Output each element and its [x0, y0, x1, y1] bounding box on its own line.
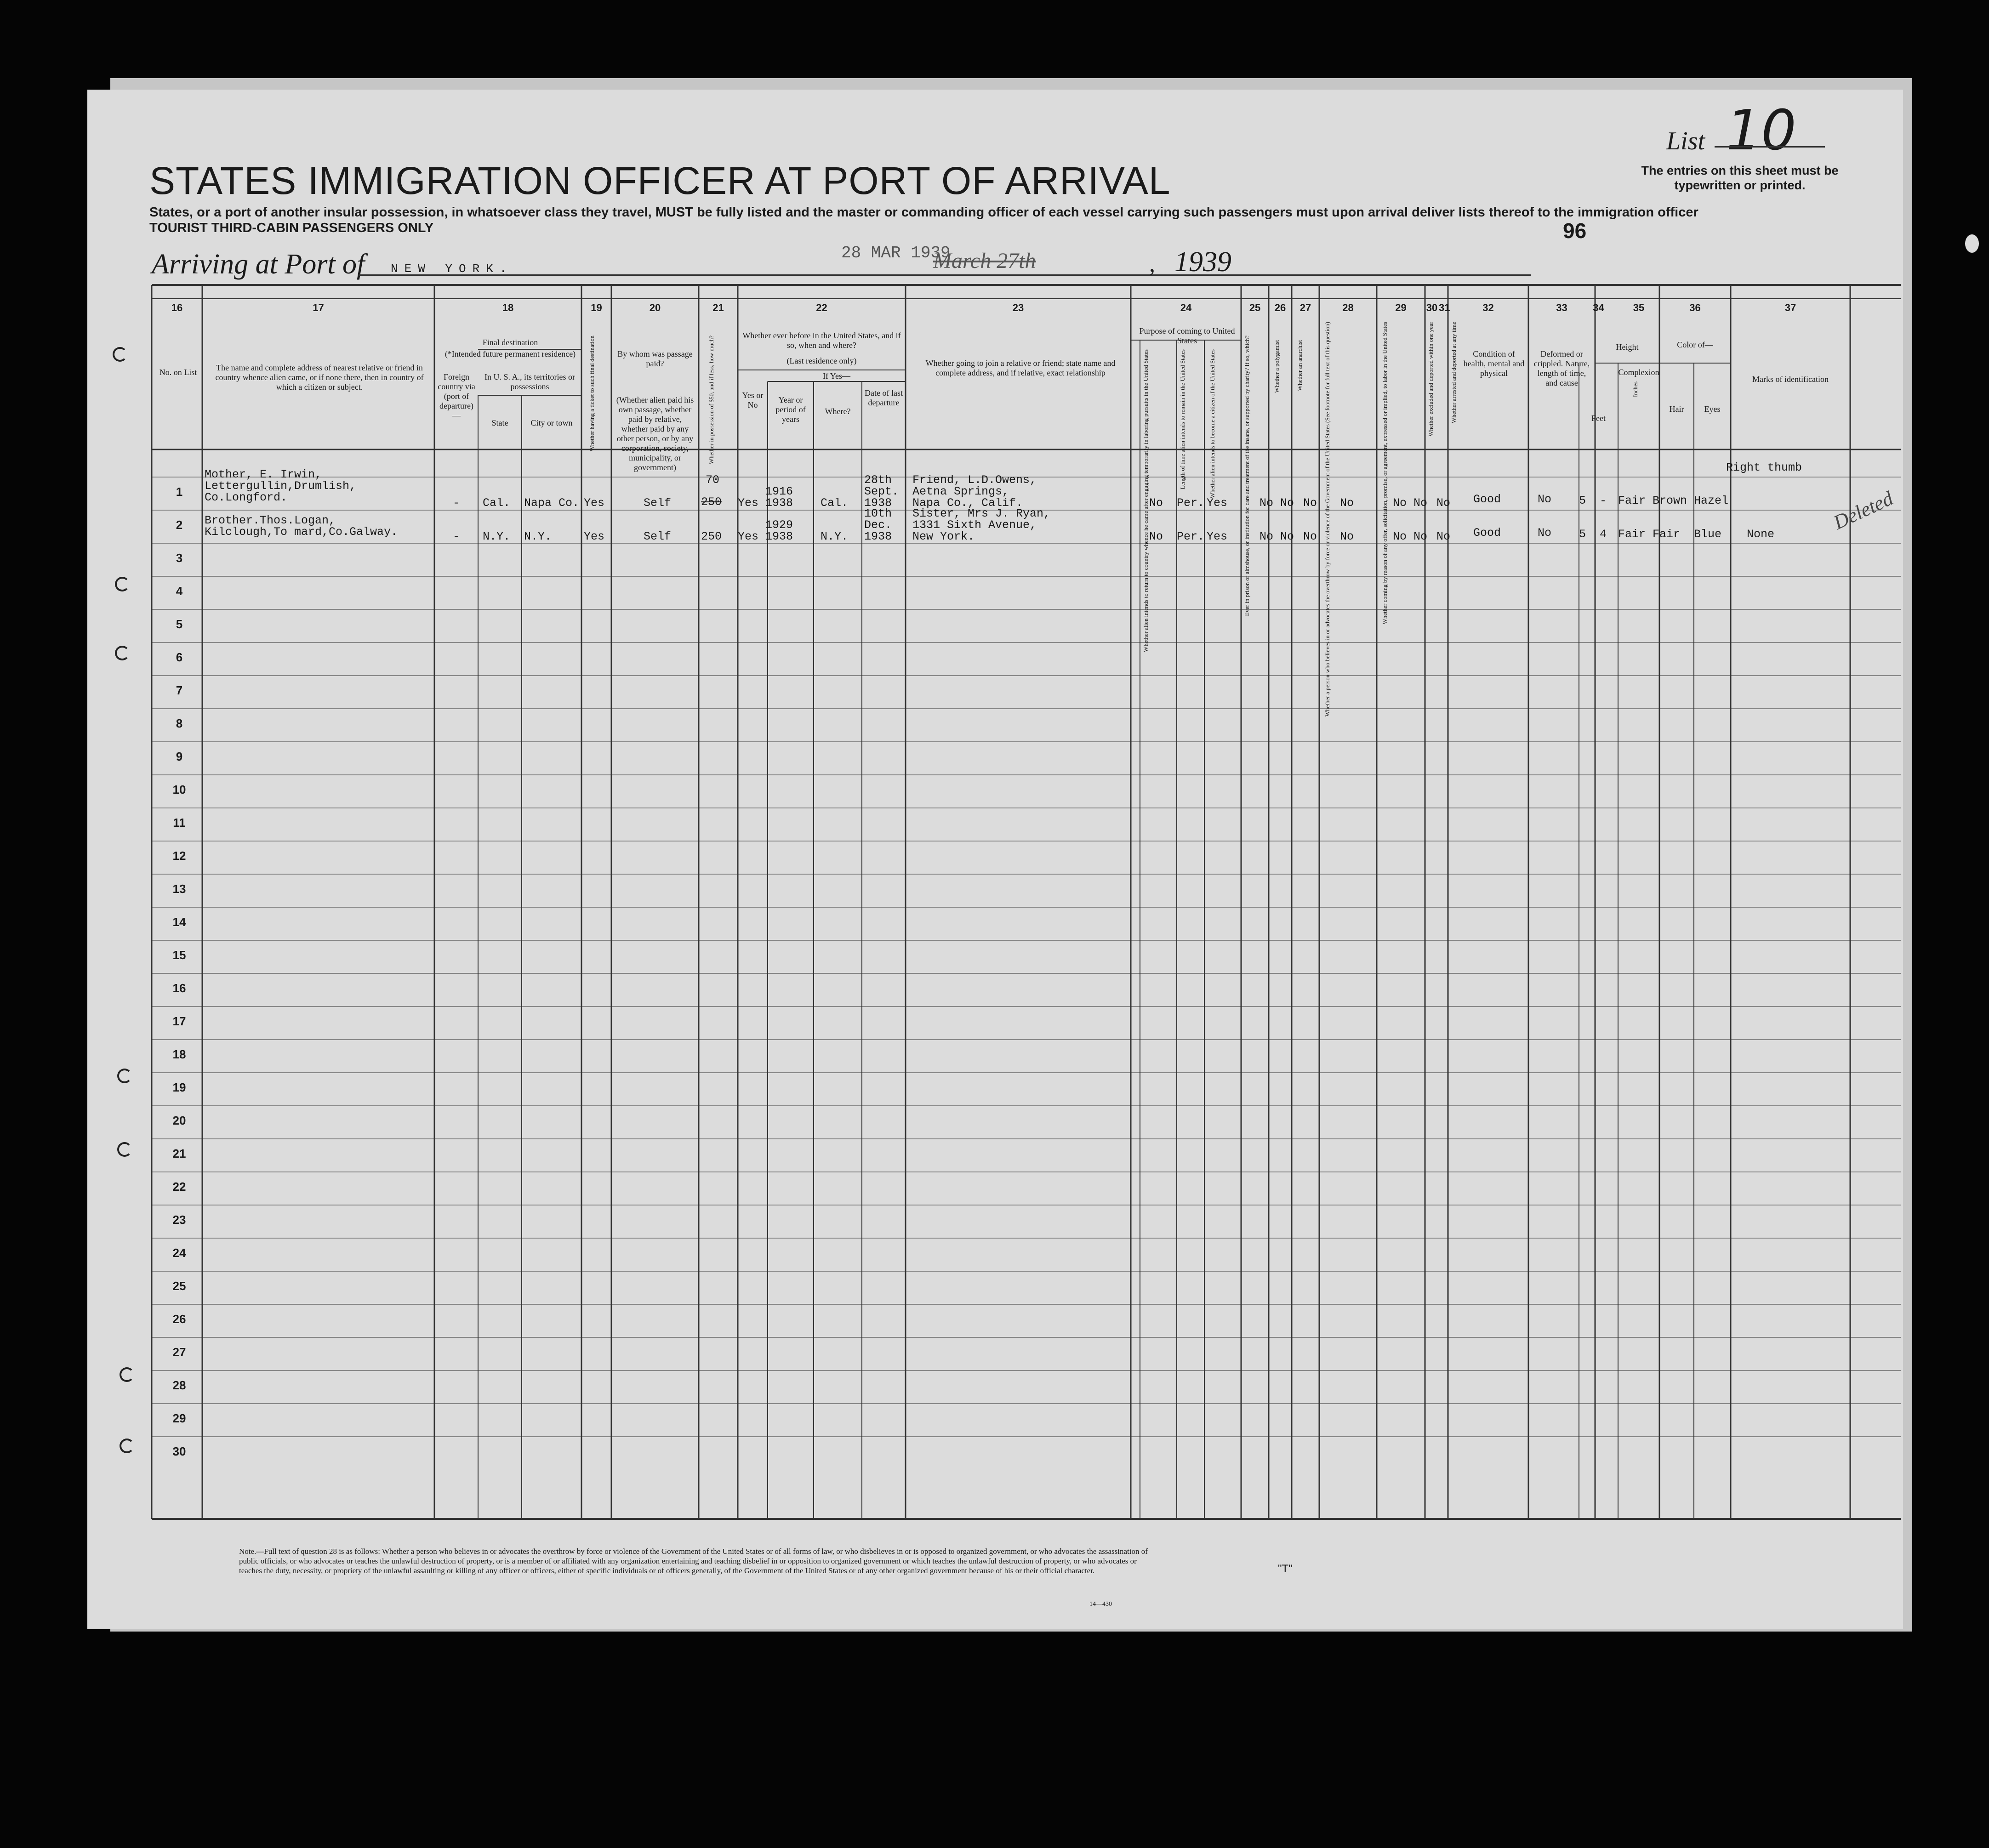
relative-address-line: Mother, E. Irwin, [205, 468, 322, 481]
row-number: 23 [172, 1213, 186, 1227]
eye-color: Hazel [1694, 494, 1729, 507]
visit-year: 1916 [765, 485, 793, 498]
margin-annotation: Deleted [1830, 487, 1897, 534]
col-header-20-sub: (Whether alien paid his own passage, whether paid by relative, whether paid by any other person, or by any corporation, society, municipality, or government) [616, 395, 694, 472]
row-number: 29 [172, 1411, 186, 1425]
punch-hole [115, 646, 130, 660]
col-header-22: Whether ever before in the United States, and if so, when and where? [742, 331, 901, 350]
row-number: 27 [172, 1345, 186, 1359]
col-header-31: Whether arrested and deported at any time [1450, 322, 1457, 423]
passage-paid-by: Self [644, 530, 672, 543]
polygamist: No [1280, 530, 1294, 543]
row-number: 2 [176, 518, 183, 532]
column-number-32: 32 [1482, 302, 1494, 313]
anarchist: No [1303, 496, 1317, 510]
row-number: 13 [172, 882, 186, 896]
row-number: 10 [172, 783, 186, 796]
date-stamp: 28 MAR 1939 [841, 244, 951, 262]
last-departure: Sept. [864, 485, 899, 498]
column-number-26: 26 [1274, 302, 1286, 313]
col-header-34: Height [1616, 342, 1639, 352]
col-header-24: Purpose of coming to United States [1139, 326, 1235, 345]
height-inches: 4 [1600, 528, 1607, 541]
column-number-37: 37 [1784, 302, 1796, 313]
row-number: 4 [176, 584, 183, 598]
column-number-31: 31 [1439, 302, 1450, 313]
col-header-21: Whether in possession of $50, and if less, how much? [708, 335, 715, 464]
visit-year: 1938 [765, 496, 793, 510]
col-header-36-eyes: Eyes [1704, 404, 1721, 414]
arrival-year: 1939 [1174, 246, 1231, 278]
foreign-country: - [453, 530, 460, 543]
question-30: No [1413, 496, 1428, 510]
question-29: No [1393, 496, 1407, 510]
identification-marks: Right thumb [1726, 461, 1802, 474]
column-number-20: 20 [649, 302, 661, 313]
row-number: 24 [172, 1246, 186, 1260]
joining-relative-line: 1331 Sixth Avenue, [912, 518, 1037, 532]
ever-in-us: Yes [738, 530, 759, 543]
hair-color: Fair [1653, 528, 1681, 541]
column-number-36: 36 [1689, 302, 1701, 313]
col-header-18-city: City or town [530, 418, 573, 427]
col-header-30: Whether excluded and deported within one year [1427, 322, 1434, 437]
joining-relative-line: Napa Co., Calif. [912, 496, 1023, 510]
column-number-16: 16 [171, 302, 183, 313]
column-number-18: 18 [502, 302, 514, 313]
col-header-23: Whether going to join a relative or friend; state name and complete address, and if relative, exact relationship [925, 358, 1116, 377]
row-number: 9 [176, 750, 183, 763]
subtitle-line-2: TOURIST THIRD-CABIN PASSENGERS ONLY [149, 221, 434, 235]
col-header-18-state: State [491, 418, 508, 427]
relative-address-line: Brother.Thos.Logan, [205, 514, 336, 527]
money-in-possession: 250 [701, 530, 722, 543]
col-header-29: Whether coming by reason of any offer, solicitation, promise, or agreement, expressed or implied, to labor in the United States [1381, 322, 1388, 625]
row-number: 15 [172, 948, 186, 962]
visit-year: 1929 [765, 518, 793, 532]
col-header-22-yesno: Yes or No [742, 391, 764, 409]
row-number: 30 [172, 1444, 186, 1458]
ever-in-prison: No [1260, 530, 1274, 543]
column-number-35: 35 [1633, 302, 1645, 313]
col-header-37: Marks of identification [1752, 375, 1829, 384]
punch-hole [120, 1367, 134, 1382]
col-header-34-feet: Feet [1591, 414, 1606, 423]
complexion: Fair [1618, 494, 1646, 507]
relative-address-line: Co.Longford. [205, 491, 288, 504]
col-header-17: The name and complete address of nearest relative or friend in country whence alien came, or if none there, then in country of which a citizen or subject. [215, 363, 424, 392]
col-header-19: Whether having a ticket to such final destination [588, 335, 595, 452]
col-header-27: Whether an anarchist [1296, 340, 1303, 391]
col-header-24-length: Length of time alien intends to remain in the United States [1179, 349, 1186, 489]
row-number: 18 [172, 1047, 186, 1061]
col-header-26: Whether a polygamist [1273, 340, 1280, 393]
question-29: No [1393, 530, 1407, 543]
row-number: 28 [172, 1378, 186, 1392]
col-header-16: No. on List [159, 368, 197, 377]
ticket-to-destination: Yes [584, 530, 605, 543]
anarchist: No [1303, 530, 1317, 543]
punch-hole [117, 1069, 132, 1083]
intends-return: No [1149, 496, 1163, 510]
destination-state: Cal. [483, 496, 511, 510]
row-number: 8 [176, 716, 183, 730]
column-number-29: 29 [1395, 302, 1407, 313]
joining-relative-line: Aetna Springs, [912, 485, 1009, 498]
column-number-22: 22 [816, 302, 827, 313]
passage-paid-by: Self [644, 496, 672, 510]
row-number: 6 [176, 650, 183, 664]
column-number-25: 25 [1249, 302, 1261, 313]
joining-relative-line: New York. [912, 530, 975, 543]
question-31: No [1436, 496, 1451, 510]
intends-citizen: Yes [1207, 496, 1228, 510]
relative-address-line: Kilclough,To mard,Co.Galway. [205, 525, 398, 539]
question-28: No [1340, 496, 1354, 510]
col-header-24-return: Whether alien intends to return to country whence he came after engaging temporarily in laboring pursuits in the United States [1142, 349, 1149, 652]
destination-city: N.Y. [524, 530, 552, 543]
punch-hole [113, 347, 127, 362]
punch-hole [115, 577, 130, 591]
form-code: 14—430 [1089, 1601, 1112, 1608]
col-header-22-sub: (Last residence only) [786, 356, 857, 365]
col-header-24-citizen: Whether alien intends to become a citizen of the United States [1209, 349, 1216, 499]
row-number: 19 [172, 1080, 186, 1094]
deformed: No [1538, 493, 1552, 506]
col-header-22-date: Date of last departure [865, 388, 903, 407]
column-number-27: 27 [1299, 302, 1311, 313]
health-condition: Good [1473, 526, 1501, 540]
ever-in-us: Yes [738, 496, 759, 510]
arriving-port: NEW YORK. [391, 262, 513, 276]
column-number-24: 24 [1180, 302, 1192, 313]
intends-citizen: Yes [1207, 530, 1228, 543]
page-title: STATES IMMIGRATION OFFICER AT PORT OF ARRIVAL [149, 159, 1171, 202]
column-number-19: 19 [591, 302, 602, 313]
row-number: 17 [172, 1014, 186, 1028]
foreign-country: - [453, 496, 460, 510]
deformed: No [1538, 526, 1552, 540]
last-departure: 1938 [864, 496, 892, 510]
row-number: 1 [176, 485, 183, 499]
col-header-18-usa: In U. S. A., its territories or possessions [484, 372, 575, 391]
col-header-25: Ever in prison or almshouse, or institution for care and treatment of the insane, or supported by charity? If so, which? [1243, 335, 1250, 616]
punch-hole [117, 1142, 132, 1157]
col-header-28: Whether a person who believes in or advocates the overthrow by force or violence of the Government of the United States (See footnote for full text of this question) [1324, 322, 1331, 717]
column-number-23: 23 [1012, 302, 1024, 313]
height-feet: 5 [1579, 528, 1586, 541]
date-struck: March 27th [933, 249, 1036, 273]
col-header-32: Condition of health, mental and physical [1463, 349, 1525, 378]
last-departure: 1938 [864, 530, 892, 543]
last-departure: 10th [864, 507, 892, 520]
row-number: 20 [172, 1114, 186, 1127]
complexion: Fair [1618, 528, 1646, 541]
col-header-33: Deformed or crippled. Nature, length of time, and cause [1533, 349, 1590, 387]
question-31: No [1436, 530, 1451, 543]
row-number: 3 [176, 551, 183, 565]
col-header-36: Color of— [1677, 340, 1713, 349]
col-header-22-year: Year or period of years [775, 395, 806, 424]
arriving-label: Arriving at Port of [152, 249, 365, 280]
subtitle-line-1: States, or a port of another insular possession, in whatsoever class they travel, MUST be fully listed and the master or commanding officer of each vessel carrying such passengers must upon arrival deliver lists thereof to the immigration officer [149, 205, 1698, 220]
list-label: List [1666, 127, 1705, 155]
ticket-to-destination: Yes [584, 496, 605, 510]
row-number: 11 [173, 816, 186, 830]
column-number-28: 28 [1342, 302, 1354, 313]
length-of-stay: Per. [1177, 530, 1205, 543]
row-number: 22 [172, 1180, 186, 1194]
row-number: 21 [172, 1147, 186, 1160]
col-header-36-hair: Hair [1669, 404, 1684, 414]
destination-state: N.Y. [483, 530, 511, 543]
col-header-34-inches: Inches [1632, 381, 1639, 397]
relative-address-line: Lettergullin,Drumlish, [205, 479, 357, 493]
hair-color: Brown [1653, 494, 1687, 507]
footnote-q28: Note.—Full text of question 28 is as follows: Whether a person who believes in or advocates the overthrow by force or violence of the Government of the United States or of all forms of law, or who disbelieves in or is opposed to organized government, or who advocates the assassination of public officials, or who advocates or teaches the unlawful destruction of property, or is a member of or affiliated with any organization entertaining and teaching disbelief in or opposition to organized government or which teaches the unlawful destruction of property, or who advocates or teaches the duty, necessity, or propriety of the unlawful assaulting or killing of any officer or officers, either of specific individuals or of officers generally, of the Government of the United States or of any other organized government because of his or their official character. [239, 1547, 1148, 1575]
row-number: 16 [172, 981, 186, 995]
row-number: 14 [172, 915, 186, 929]
visit-where: N.Y. [821, 530, 849, 543]
length-of-stay: Per. [1177, 496, 1205, 510]
last-departure: Dec. [864, 518, 892, 532]
row-number: 7 [176, 683, 183, 697]
col-header-18-foreign: Foreign country via (port of departure)— [438, 372, 475, 420]
col-header-18: Final destination [482, 338, 538, 347]
col-header-22-where: Where? [825, 407, 851, 416]
list-number: 10 [1726, 99, 1796, 163]
column-number-30: 30 [1426, 302, 1438, 313]
question-28: No [1340, 530, 1354, 543]
visit-year: 1938 [765, 530, 793, 543]
identification-marks: None [1747, 528, 1775, 541]
height-inches: - [1600, 494, 1607, 507]
t-mark: "T" [1278, 1563, 1293, 1575]
last-departure: 28th [864, 473, 892, 487]
ever-in-prison: No [1260, 496, 1274, 510]
date-comma: , [1149, 251, 1155, 277]
polygamist: No [1280, 496, 1294, 510]
row-number: 5 [176, 617, 183, 631]
destination-city: Napa Co. [524, 496, 580, 510]
column-number-17: 17 [313, 302, 324, 313]
col-header-20: By whom was passage paid? [617, 349, 693, 368]
money-in-possession: 70 [706, 473, 720, 487]
visit-where: Cal. [821, 496, 849, 510]
height-feet: 5 [1579, 494, 1586, 507]
money-struck: 250 [701, 495, 722, 509]
col-header-18-sub: (*Intended future permanent residence) [445, 349, 576, 358]
row-number: 26 [172, 1312, 186, 1326]
joining-relative-line: Sister, Mrs J. Ryan, [912, 507, 1051, 520]
intends-return: No [1149, 530, 1163, 543]
page-number: 96 [1563, 219, 1587, 243]
question-30: No [1413, 530, 1428, 543]
col-header-35: Complexion [1618, 368, 1659, 377]
punch-hole [120, 1439, 134, 1453]
column-number-34: 34 [1593, 302, 1604, 313]
health-condition: Good [1473, 493, 1501, 506]
joining-relative-line: Friend, L.D.Owens, [912, 473, 1037, 487]
entries-note: The entries on this sheet must be typewritten or printed. [1641, 164, 1839, 192]
eye-color: Blue [1694, 528, 1722, 541]
column-number-21: 21 [712, 302, 724, 313]
col-header-22-ifyes: If Yes— [822, 371, 850, 381]
row-number: 25 [172, 1279, 186, 1293]
row-number: 12 [172, 849, 186, 863]
column-number-33: 33 [1556, 302, 1567, 313]
